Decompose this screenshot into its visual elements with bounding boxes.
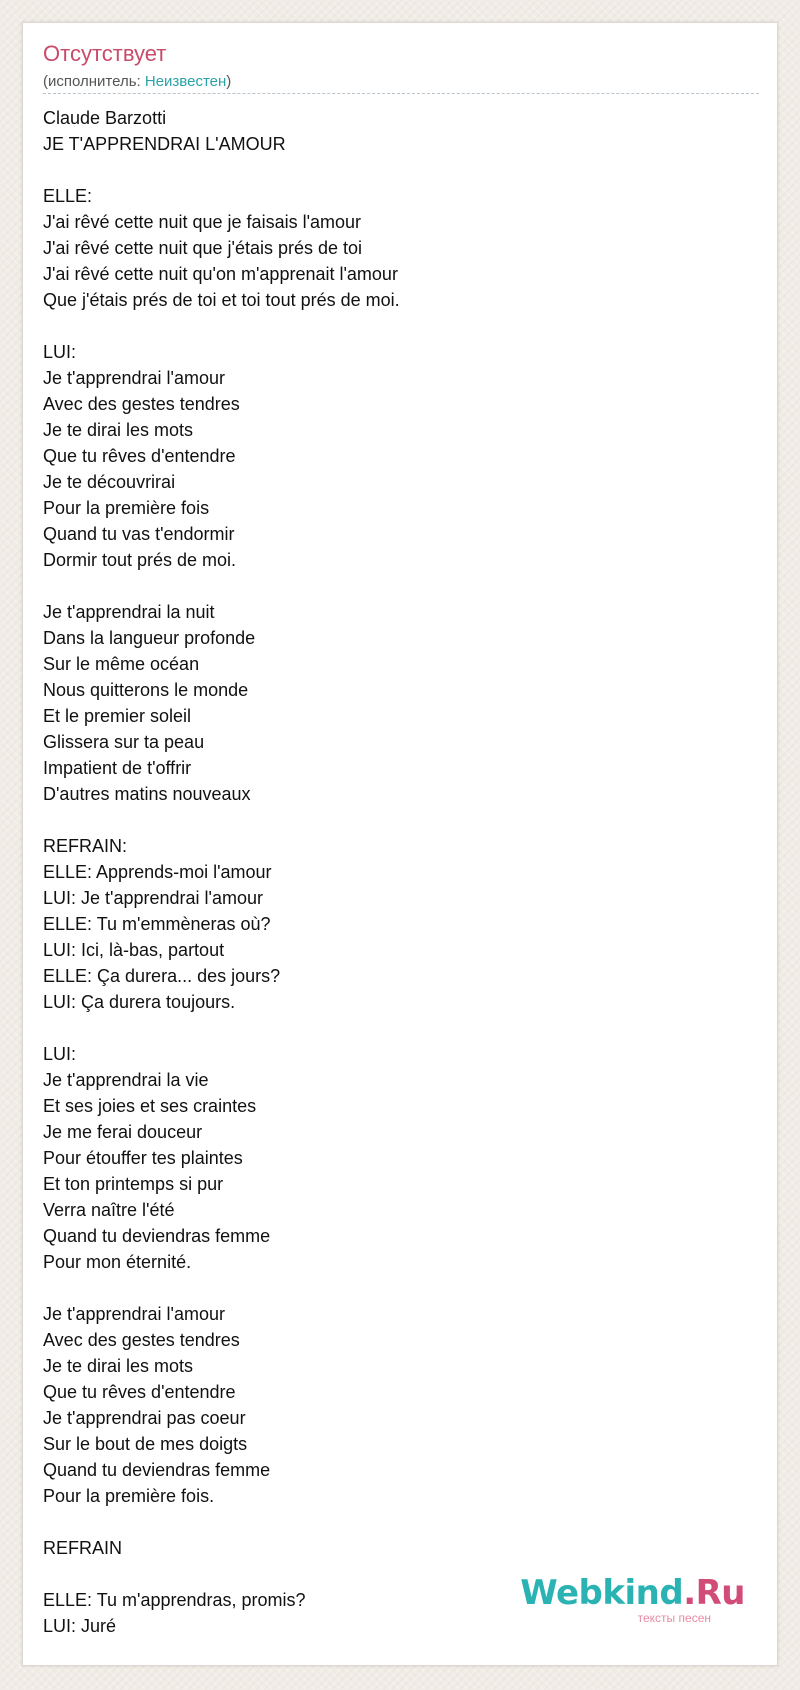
lyric-line: REFRAIN: xyxy=(43,836,128,856)
lyric-line: Dormir tout prés de moi. xyxy=(43,550,237,570)
lyric-line: Je t'apprendrai la nuit xyxy=(43,602,215,622)
lyric-line: J'ai rêvé cette nuit que j'étais prés de toi xyxy=(43,238,363,258)
lyric-line: Pour la première fois xyxy=(43,498,210,518)
lyric-line: Pour étouffer tes plaintes xyxy=(43,1148,243,1168)
lyric-line: Je t'apprendrai l'amour xyxy=(43,368,225,388)
lyric-line: Sur le bout de mes doigts xyxy=(43,1434,248,1454)
lyric-line: Verra naître l'été xyxy=(43,1200,175,1220)
lyric-line xyxy=(43,313,400,339)
lyric-line: Et le premier soleil xyxy=(43,706,192,726)
logo-name: Webkind xyxy=(520,1573,684,1613)
lyric-line xyxy=(43,1561,400,1587)
lyric-line xyxy=(43,573,400,599)
lyric-line: Je t'apprendrai l'amour xyxy=(43,1304,225,1324)
lyric-line: Je t'apprendrai la vie xyxy=(43,1070,209,1090)
lyric-line xyxy=(43,1275,400,1301)
lyric-line: ELLE: Tu m'apprendras, promis? xyxy=(43,1590,306,1610)
lyric-line: REFRAIN xyxy=(43,1538,123,1558)
lyric-line: Que j'étais prés de toi et toi tout prés de moi. xyxy=(43,290,400,310)
lyrics-text xyxy=(43,105,400,1639)
lyric-line: Glissera sur ta peau xyxy=(43,732,205,752)
lyric-line: Je te découvrirai xyxy=(43,472,176,492)
lyric-line: Sur le même océan xyxy=(43,654,200,674)
lyric-line: Pour mon éternité. xyxy=(43,1252,192,1272)
lyric-line xyxy=(43,1015,400,1041)
lyrics-card xyxy=(22,22,778,1666)
song-title: Отсутствует xyxy=(43,41,167,66)
lyric-line: Dans la langueur profonde xyxy=(43,628,256,648)
lyric-line: ELLE: Tu m'emmèneras où? xyxy=(43,914,271,934)
logo-domain: .Ru xyxy=(683,1573,745,1613)
site-logo[interactable] xyxy=(520,1573,745,1629)
lyric-line: ELLE: Apprends-moi l'amour xyxy=(43,862,272,882)
lyric-line: Quand tu vas t'endormir xyxy=(43,524,235,544)
lyric-line: Quand tu deviendras femme xyxy=(43,1226,271,1246)
lyric-line: Je me ferai douceur xyxy=(43,1122,203,1142)
lyric-line: LUI: xyxy=(43,342,77,362)
lyric-line: Que tu rêves d'entendre xyxy=(43,1382,236,1402)
lyric-line: D'autres matins nouveaux xyxy=(43,784,251,804)
performer-link[interactable]: Неизвестен xyxy=(144,73,227,90)
lyric-line xyxy=(43,1509,400,1535)
logo-tagline: тексты песен xyxy=(637,1611,711,1625)
lyric-line: Nous quitterons le monde xyxy=(43,680,249,700)
logo-wordmark xyxy=(520,1573,745,1613)
lyric-line xyxy=(43,807,400,833)
title-divider xyxy=(43,93,759,94)
lyric-line: Claude Barzotti xyxy=(43,108,167,128)
performer-prefix: (исполнитель: xyxy=(43,73,145,90)
lyric-line: Je t'apprendrai pas coeur xyxy=(43,1408,246,1428)
lyric-line: JE T'APPRENDRAI L'AMOUR xyxy=(43,134,286,154)
lyric-line: ELLE: Ça durera... des jours? xyxy=(43,966,281,986)
lyric-line: Pour la première fois. xyxy=(43,1486,215,1506)
lyric-line: LUI: Ça durera toujours. xyxy=(43,992,236,1012)
lyric-line: J'ai rêvé cette nuit que je faisais l'amour xyxy=(43,212,362,232)
lyric-line: Avec des gestes tendres xyxy=(43,394,240,414)
lyric-line: Impatient de t'offrir xyxy=(43,758,192,778)
lyric-line: LUI: Juré xyxy=(43,1616,117,1636)
lyric-line: Et ses joies et ses craintes xyxy=(43,1096,257,1116)
lyric-line: Quand tu deviendras femme xyxy=(43,1460,271,1480)
lyric-line: Que tu rêves d'entendre xyxy=(43,446,236,466)
performer-line xyxy=(43,73,231,90)
lyric-line: LUI: Je t'apprendrai l'amour xyxy=(43,888,263,908)
performer-suffix: ) xyxy=(226,73,232,90)
lyric-line: Je te dirai les mots xyxy=(43,420,194,440)
lyric-line xyxy=(43,157,400,183)
lyric-line: LUI: Ici, là-bas, partout xyxy=(43,940,225,960)
lyric-line: ELLE: xyxy=(43,186,93,206)
lyric-line: Et ton printemps si pur xyxy=(43,1174,224,1194)
lyric-line: LUI: xyxy=(43,1044,77,1064)
lyric-line: J'ai rêvé cette nuit qu'on m'apprenait l'amour xyxy=(43,264,398,284)
lyric-line: Avec des gestes tendres xyxy=(43,1330,240,1350)
lyric-line: Je te dirai les mots xyxy=(43,1356,194,1376)
